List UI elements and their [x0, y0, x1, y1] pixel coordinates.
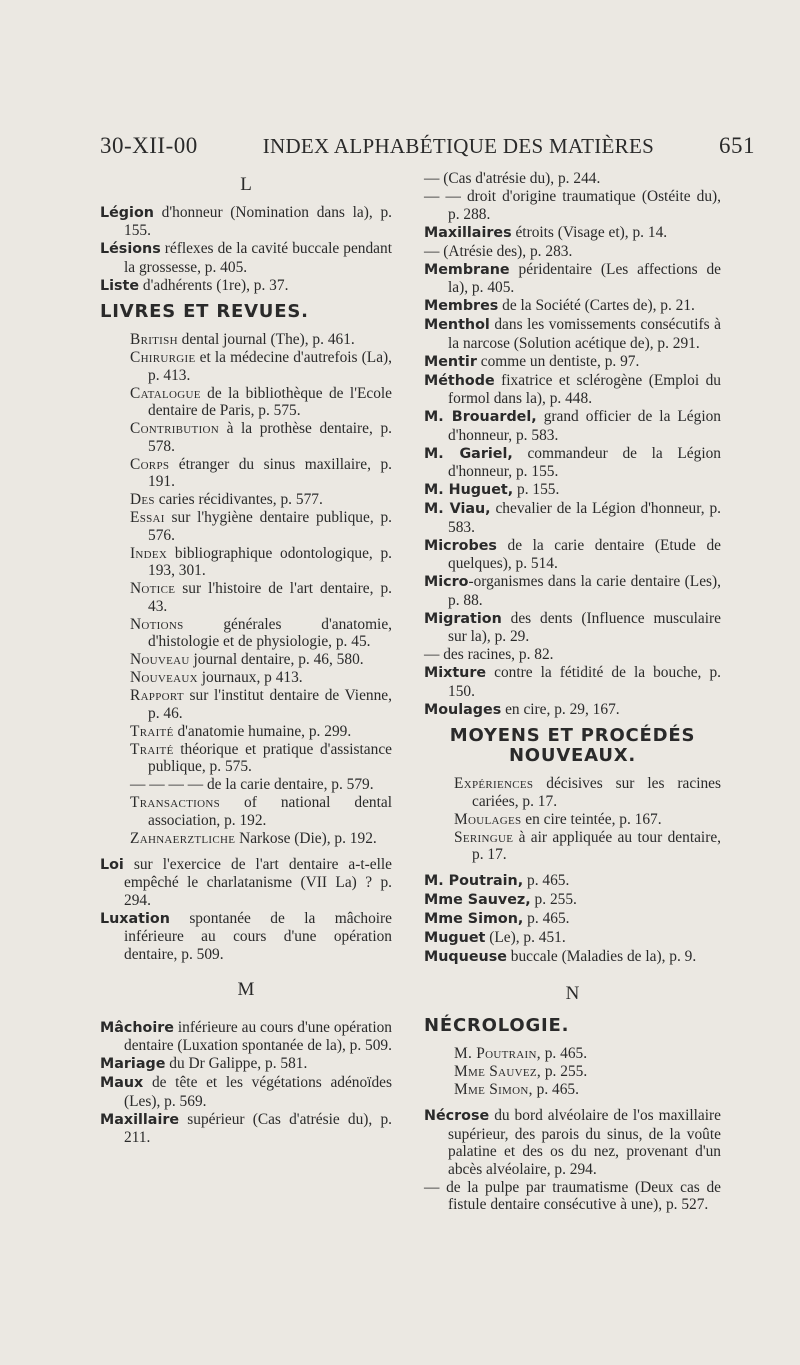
entry-text: du Dr Galippe, p. 581. [165, 1055, 308, 1072]
sub-keyword: Zahnaerztliche [130, 829, 236, 847]
entry-keyword: Loi [100, 856, 124, 873]
sub-text: p. 255. [541, 1063, 588, 1080]
sub-entry [130, 794, 392, 829]
index-entry [424, 929, 721, 948]
entry-text: — des racines, p. 82. [424, 646, 554, 663]
index-entry [424, 445, 721, 481]
header-title: INDEX ALPHABÉTIQUE DES MATIÈRES [262, 134, 655, 158]
index-entry [424, 573, 721, 609]
entry-keyword: Muguet [424, 930, 486, 946]
entry-keyword: Maxillaire [100, 1111, 180, 1128]
sub-keyword: Expériences [454, 775, 534, 792]
sub-text: en cire teintée, p. 167. [521, 810, 662, 828]
index-entry [424, 188, 721, 223]
sub-entry [130, 651, 392, 669]
header-date: 30-XII-00 [100, 133, 198, 158]
sub-text: bibliographique odontologique, p. 193, 301. [148, 544, 392, 579]
sub-text: journaux, p 413. [197, 669, 303, 686]
sub-text: théorique et pratique d'assistance publique, p. 575. [148, 740, 392, 775]
index-entry [424, 646, 721, 664]
entry-text: d'adhérents (1re), p. 37. [139, 276, 289, 294]
sub-keyword: Notions [130, 615, 184, 633]
sub-text: Narkose (Die), p. 192. [235, 829, 377, 847]
entry-text: de la Société (Cartes de), p. 21. [498, 297, 695, 314]
index-entry [100, 240, 392, 276]
entry-text: de la carie dentaire (Etude de quelques), p. 514. [448, 536, 721, 572]
page-header [100, 133, 755, 159]
index-entry [100, 277, 392, 296]
entry-keyword: Moulages [424, 701, 502, 718]
entry-keyword: Méthode [424, 372, 495, 389]
sub-keyword: Index [130, 544, 168, 562]
sub-text: générales d'anatomie, d'histologie et de physiologie, p. 45. [148, 615, 392, 650]
entry-keyword: Maxillaires [424, 224, 512, 241]
index-entry [100, 1019, 392, 1055]
spacer [100, 848, 392, 856]
entry-keyword: M. Viau, [424, 501, 491, 517]
sub-keyword: Rapport [130, 687, 184, 704]
entry-text: d'honneur (Nomination dans la), p. 155. [124, 203, 392, 239]
entry-text: fixatrice et sclérogène (Emploi du formol dans la), p. 448. [448, 371, 721, 407]
sub-entry [130, 741, 392, 776]
left-column [100, 170, 392, 1147]
entry-text: réflexes de la cavité buccale pendant la grossesse, p. 405. [124, 240, 392, 276]
entry-keyword: Mariage [100, 1056, 166, 1072]
index-entry [424, 664, 721, 700]
entry-text: en cire, p. 29, 167. [501, 700, 620, 718]
index-entry [100, 856, 392, 910]
sub-keyword: Mme Sauvez, [454, 1063, 542, 1080]
entry-text: dans les vomissements consécutifs à la narcose (Solution acétique de), p. 291. [448, 316, 721, 352]
entry-keyword: Micro [424, 574, 469, 590]
entry-keyword: Membrane [424, 261, 510, 278]
sub-text: à la prothèse dentaire, p. 578. [148, 420, 392, 455]
sub-text: décisives sur les racines cariées, p. 17. [472, 775, 721, 810]
index-entry [424, 610, 721, 646]
sub-entry [454, 829, 721, 864]
sub-entry [130, 509, 392, 544]
entry-text: péridentaire (Les affections de la), p. 405. [448, 260, 721, 296]
index-entry [100, 204, 392, 240]
index-entry [424, 170, 721, 188]
entry-keyword: Microbes [424, 537, 497, 554]
sub-entry [130, 349, 392, 384]
entry-keyword: Menthol [424, 317, 490, 333]
sub-keyword: Essai [130, 509, 165, 526]
entry-keyword: Légion [100, 204, 154, 221]
entry-text: buccale (Maladies de la), p. 9. [506, 948, 697, 965]
index-entry [424, 408, 721, 444]
entry-text: contre la fétidité de la bouche, p. 150. [448, 664, 721, 700]
right-column [424, 170, 721, 1214]
index-entry [424, 872, 721, 891]
sub-keyword: Chirurgie [130, 349, 196, 366]
sub-keyword: Notice [130, 580, 176, 597]
sub-text: d'anatomie humaine, p. 299. [173, 722, 352, 740]
sub-keyword: Des [130, 491, 155, 508]
index-entry [424, 1107, 721, 1178]
sub-text: sur l'hygiène dentaire publique, p. 576. [148, 509, 392, 544]
entry-keyword: Mme Sauvez, [424, 892, 531, 908]
index-entry [100, 1111, 392, 1147]
sub-keyword: British [130, 331, 178, 348]
sub-keyword: Catalogue [130, 384, 201, 402]
sub-entry [130, 420, 392, 455]
entry-text: supérieur (Cas d'atrésie du), p. 211. [124, 1110, 392, 1146]
index-entry [424, 481, 721, 500]
index-entry [424, 500, 721, 536]
entry-text: spontanée de la mâchoire inférieure au cours d'une opération dentaire, p. 509. [124, 909, 392, 963]
sub-text: p. 465. [540, 1045, 588, 1062]
entry-text: — (Atrésie des), p. 283. [424, 242, 573, 260]
index-entry [424, 224, 721, 243]
sub-entry [130, 456, 392, 491]
section-heading-moyens: MOYENS ET PROCÉDÉS NOUVEAUX. [449, 725, 696, 766]
section-heading-livres: LIVRES ET REVUES. [100, 301, 309, 322]
sub-keyword: Moulages [454, 810, 522, 828]
entry-text: p. 465. [523, 910, 570, 927]
entry-text: — de la pulpe par traumatisme (Deux cas de fistule dentaire consécutive à une), p. 527. [424, 1178, 721, 1213]
sub-entry [130, 616, 392, 651]
entry-keyword: Nécrose [424, 1108, 490, 1124]
entry-keyword: Mentir [424, 353, 477, 370]
index-entry [424, 243, 721, 261]
sub-entry [130, 687, 392, 722]
sub-keyword: Mme Simon, [454, 1081, 533, 1098]
index-entry [424, 297, 721, 316]
entry-keyword: Muqueuse [424, 949, 507, 965]
entry-text: commandeur de la Légion d'honneur, p. 155. [448, 444, 721, 480]
entry-text: grand officier de la Légion d'honneur, p. 583. [448, 408, 721, 444]
sub-entry [454, 775, 721, 810]
index-entry [424, 910, 721, 929]
sub-text: — — — — de la carie dentaire, p. 579. [130, 776, 374, 793]
entry-text: p. 255. [530, 891, 577, 908]
index-entry [100, 910, 392, 964]
sub-entry [130, 580, 392, 615]
index-entry [424, 372, 721, 408]
index-entry [424, 316, 721, 352]
entry-keyword: Mixture [424, 665, 487, 681]
entry-keyword: Mme Simon, [424, 911, 524, 927]
sub-entry [454, 811, 721, 829]
sub-keyword: Traité [130, 722, 174, 740]
entry-keyword: Membres [424, 298, 499, 314]
section-heading-necrologie: NÉCROLOGIE. [424, 1015, 570, 1036]
sub-text: p. 465. [532, 1081, 579, 1098]
entry-text: chevalier de la Légion d'honneur, p. 583. [448, 500, 721, 536]
sub-text: sur l'histoire de l'art dentaire, p. 43. [148, 580, 392, 615]
entry-keyword: Migration [424, 610, 502, 627]
entry-text: des dents (Influence musculaire sur la), p. 29. [448, 609, 721, 645]
sub-entry [130, 491, 392, 509]
entry-text: comme un dentiste, p. 97. [476, 352, 640, 370]
entry-text: p. 465. [523, 872, 570, 889]
sub-keyword: Corps [130, 455, 170, 473]
sub-text: étranger du sinus maxillaire, p. 191. [148, 455, 392, 490]
sub-keyword: Traité [130, 740, 174, 758]
index-entry [424, 1179, 721, 1214]
sub-entry [130, 723, 392, 741]
sub-entry [130, 331, 392, 349]
sub-entry [130, 385, 392, 420]
index-entry [424, 353, 721, 372]
entry-keyword: M. Huguet, [424, 482, 514, 498]
entry-keyword: Lésions [100, 241, 161, 257]
entry-keyword: M. Poutrain, [424, 873, 524, 889]
sub-keyword: Seringue [454, 828, 514, 846]
sub-text: of national dental association, p. 192. [148, 794, 392, 829]
sub-entry [454, 1063, 721, 1081]
entry-text: — (Cas d'atrésie du), p. 244. [424, 170, 601, 187]
sub-text: de la bibliothèque de l'Ecole dentaire de Paris, p. 575. [148, 384, 392, 419]
sub-text: sur l'institut dentaire de Vienne, p. 46. [148, 687, 392, 722]
entry-text: inférieure au cours d'une opération dentaire (Luxation spontanée de la), p. 509. [124, 1018, 392, 1054]
entry-text: de tête et les végétations adénoïdes (Les), p. 569. [124, 1074, 392, 1110]
sub-keyword: Transactions [130, 794, 221, 811]
letter-heading-l: L [240, 174, 252, 195]
entry-text: (Le), p. 451. [485, 929, 566, 946]
entry-text: — — droit d'origine traumatique (Ostéite du), p. 288. [424, 188, 721, 223]
entry-text: -organismes dans la carie dentaire (Les), p. 88. [448, 573, 721, 609]
index-entry [100, 1055, 392, 1074]
sub-keyword: Nouveaux [130, 669, 198, 686]
sub-entry [454, 1045, 721, 1063]
entry-keyword: M. Brouardel, [424, 409, 537, 425]
sub-text: et la médecine d'autrefois (La), p. 413. [148, 349, 392, 384]
index-entry [424, 891, 721, 910]
spacer [424, 864, 721, 872]
sub-entry [130, 545, 392, 580]
entry-keyword: Luxation [100, 910, 170, 927]
sub-text: journal dentaire, p. 46, 580. [189, 651, 364, 668]
spacer [424, 1099, 721, 1107]
entry-text: sur l'exercice de l'art dentaire a-t-elle empêché le charlatanisme (VII La) ? p. 294. [123, 855, 392, 909]
sub-keyword: M. Poutrain, [454, 1045, 541, 1062]
index-entry [424, 261, 721, 297]
index-entry [424, 537, 721, 573]
sub-entry [130, 830, 392, 848]
entry-keyword: Mâchoire [100, 1019, 174, 1036]
entry-text: du bord alvéolaire de l'os maxillaire supérieur, des parois du sinus, de la voûte palatine et des os du nez, provenant d'un abcès alvéolaire, p. 294. [448, 1107, 721, 1178]
sub-entry [454, 1081, 721, 1099]
entry-keyword: M. Gariel, [424, 445, 513, 462]
page-number: 651 [719, 133, 755, 158]
sub-keyword: Nouveau [130, 651, 190, 668]
index-entry [100, 1074, 392, 1110]
letter-heading-n: N [565, 982, 580, 1004]
index-entry [424, 701, 721, 720]
index-entry [424, 948, 721, 967]
entry-text: étroits (Visage et), p. 14. [511, 223, 668, 241]
letter-heading-m: M [237, 979, 255, 1000]
sub-entry [130, 669, 392, 687]
entry-keyword: Liste [100, 277, 140, 294]
sub-entry [130, 776, 392, 794]
sub-text: à air appliquée au tour dentaire, p. 17. [472, 828, 721, 863]
sub-keyword: Contribution [130, 420, 220, 437]
sub-text: dental journal (The), p. 461. [177, 331, 355, 348]
entry-keyword: Maux [100, 1075, 144, 1091]
sub-text: caries récidivantes, p. 577. [154, 491, 323, 508]
entry-text: p. 155. [513, 481, 560, 498]
